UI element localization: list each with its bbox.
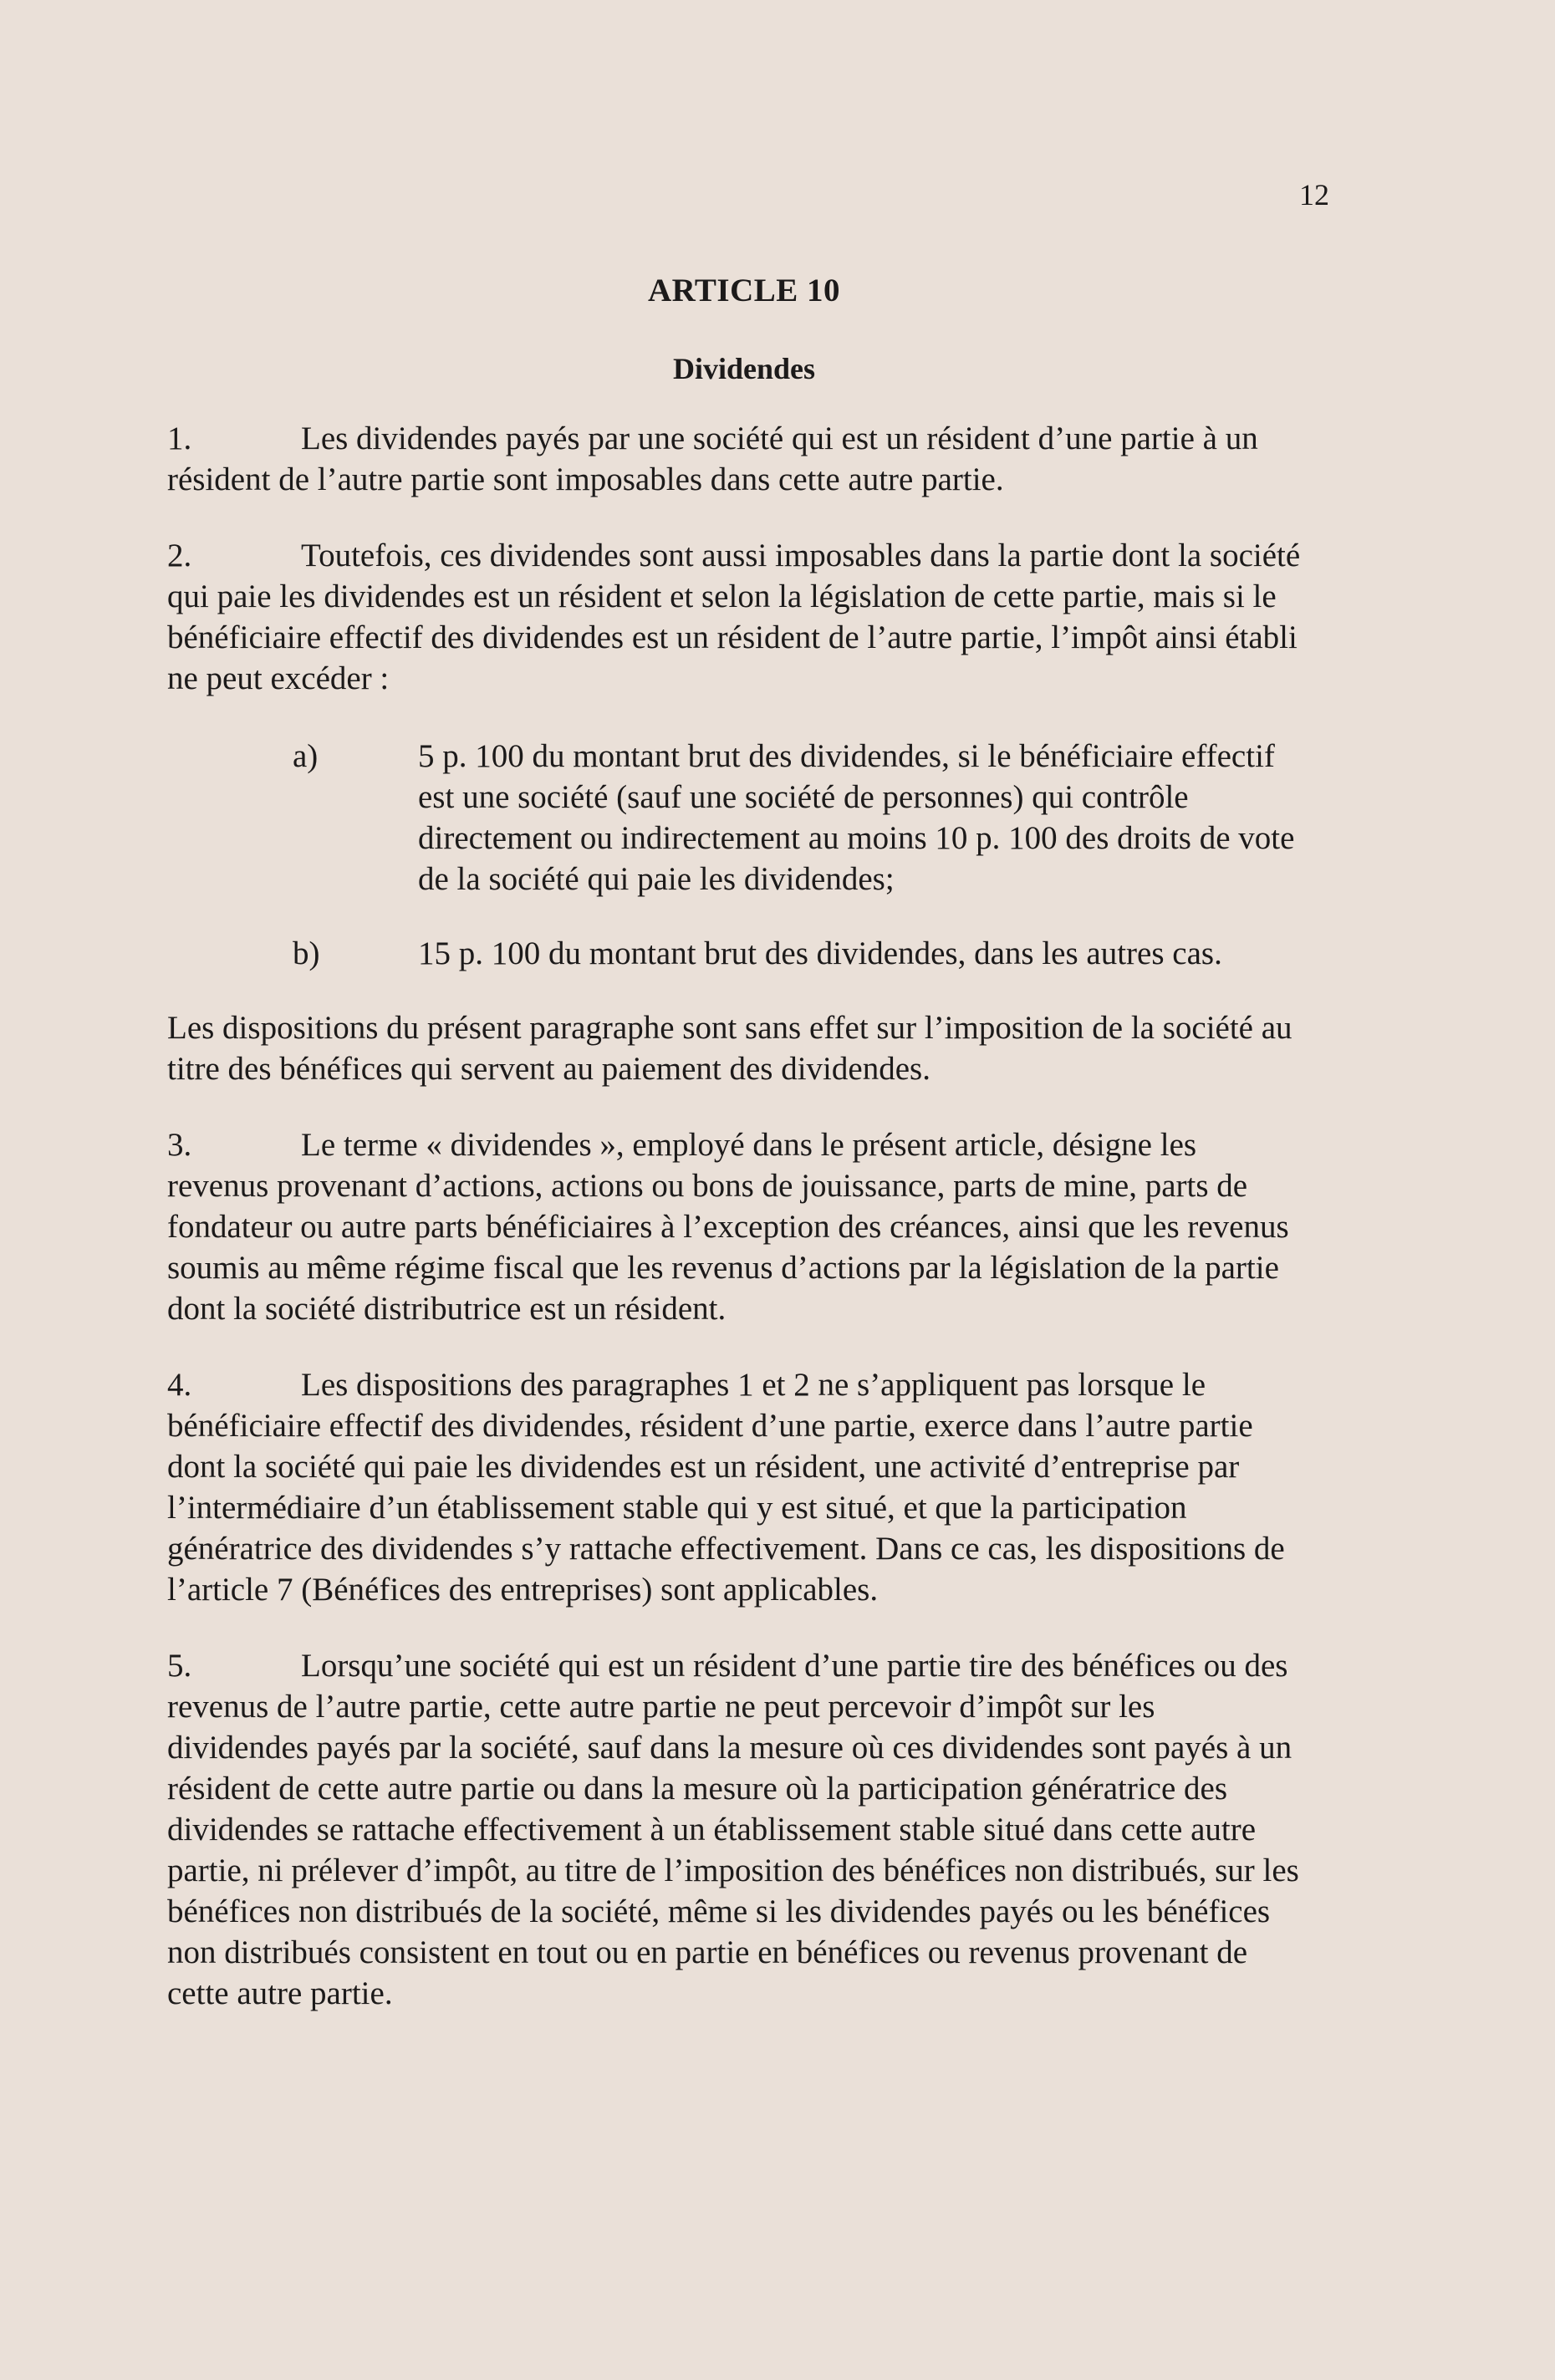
paragraph-4 — [167, 1364, 1304, 1610]
paragraph-2-closing: Les dispositions du présent paragraphe sont sans effet sur l’imposition de la société au titre des bénéfices qui servent au paiement des dividendes. — [167, 1010, 1292, 1087]
paragraph-text: Les dispositions des paragraphes 1 et 2 ne s’appliquent pas lorsque le bénéficiaire effectif des dividendes, résident d’une partie, exerce dans l’autre partie dont la société qui paie les dividendes est un résident, une activité d’entreprise par l’intermédiaire d’un établissement stable qui y est situé, et que la participation génératrice des dividendes s’y rattache effectivement. Dans ce cas, les dispositions de l’article 7 (Bénéfices des entreprises) sont applicables. — [167, 1367, 1285, 1608]
article-subtitle: Dividendes — [672, 352, 816, 385]
paragraph-text: Les dividendes payés par une société qui est un résident d’une partie à un résident de l’autre partie sont imposables dans cette autre partie. — [167, 420, 1258, 497]
page-number: 12 — [1299, 178, 1329, 211]
subitem-b — [167, 933, 1304, 974]
paragraph-5 — [167, 1645, 1304, 2014]
subitem-text: 15 p. 100 du montant brut des dividendes, dans les autres cas. — [418, 935, 1222, 971]
paragraph-text: Lorsqu’une société qui est un résident d’une partie tire des bénéfices ou des revenus de l’autre partie, cette autre partie ne peut percevoir d’impôt sur les dividendes payés par la société, sauf dans la mesure où ces dividendes sont payés à un résident de cette autre partie ou dans la mesure où la participation génératrice des dividendes se rattache effectivement à un établissement stable situé dans cette autre partie, ni prélever d’impôt, au titre de l’imposition des bénéfices non distribués, sur les bénéfices non distribués de la société, même si les dividendes payés ou les bénéfices non distribués consistent en tout ou en partie en bénéfices ou revenus provenant de cette autre partie. — [167, 1648, 1299, 2011]
subitem-letter: b) — [293, 935, 320, 971]
paragraph-1 — [167, 418, 1304, 500]
article-title: ARTICLE 10 — [647, 273, 841, 308]
article-body — [167, 418, 1304, 2049]
paragraph-2 — [167, 535, 1304, 699]
paragraph-number: 3. — [167, 1127, 192, 1163]
subitem-a — [167, 736, 1304, 900]
paragraph-number: 4. — [167, 1367, 192, 1403]
subitem-letter: a) — [293, 738, 319, 774]
paragraph-number: 5. — [167, 1648, 192, 1684]
paragraph-text: Toutefois, ces dividendes sont aussi imposables dans la partie dont la société qui paie les dividendes est un résident et selon la législation de cette partie, mais si le bénéficiaire effectif des dividendes est un résident de l’autre partie, l’impôt ainsi établi ne peut excéder : — [167, 538, 1301, 696]
subitem-text: 5 p. 100 du montant brut des dividendes, si le bénéficiaire effectif est une société (sauf une société de personnes) qui contrôle directement ou indirectement au moins 10 p. 100 des droits de vote de la société qui paie les dividendes; — [418, 738, 1295, 897]
paragraph-text: Le terme « dividendes », employé dans le présent article, désigne les revenus provenant d’actions, actions ou bons de jouissance, parts de mine, parts de fondateur ou autre parts bénéficiaires à l’exception des créances, ainsi que les revenus soumis au même régime fiscal que les revenus d’actions par la législation de la partie dont la société distributrice est un résident. — [167, 1127, 1289, 1327]
paragraph-number: 2. — [167, 538, 192, 573]
paragraph-number: 1. — [167, 420, 192, 456]
paragraph-2-subitems — [167, 736, 1304, 974]
paragraph-3 — [167, 1124, 1304, 1329]
